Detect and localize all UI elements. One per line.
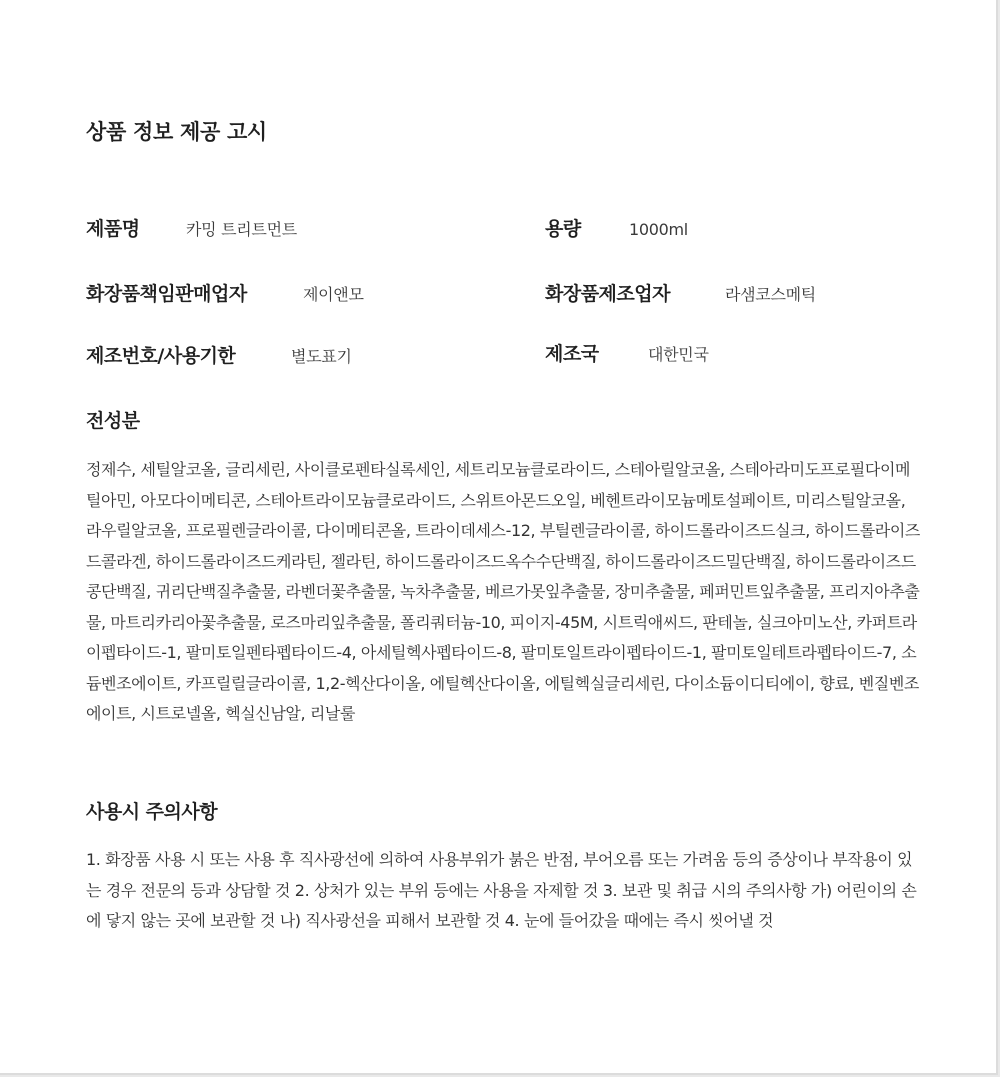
spec-label: 제조국 — [545, 343, 599, 365]
spec-value: 별도표기 — [291, 347, 352, 366]
spec-seller — [86, 279, 364, 306]
spec-value: 라샘코스메틱 — [725, 285, 816, 304]
spec-lot-expiry — [86, 341, 352, 368]
spec-label: 제조번호/사용기한 — [86, 345, 236, 367]
spec-product-name — [86, 214, 297, 241]
spec-label: 화장품책임판매업자 — [86, 283, 247, 305]
spec-label: 제품명 — [86, 218, 140, 240]
spec-value: 대한민국 — [648, 345, 709, 364]
spec-origin — [545, 339, 709, 366]
page-title: 상품 정보 제공 고시 — [86, 120, 267, 144]
cautions-text: 1. 화장품 사용 시 또는 사용 후 직사광선에 의하여 사용부위가 붉은 반점, 부어오름 또는 가려움 등의 증상이나 부작용이 있는 경우 전문의 등과 상담할 것 2. 상처가 있는 부위 등에는 사용을 자제할 것 3. 보관 및 취급 시의 주의사항 가) 어린이의 손에 닿지 않는 곳에 보관할 것 나) 직사광선을 피해서 보관할 것 4. 눈에 들어갔을 때에는 즉시 씻어낼 것 — [86, 850, 917, 930]
ingredients-text: 정제수, 세틸알코올, 글리세린, 사이클로펜타실록세인, 세트리모늄클로라이드, 스테아릴알코올, 스테아라미도프로필다이메틸아민, 아모다이메티콘, 스테아트라이모늄클로라이드, 스위트아몬드오일, 베헨트라이모늄메토설페이트, 미리스틸알코올, 라우릴알코올, 프로필렌글라이콜, 다이메티콘올, 트라이데세스-12, 부틸렌글라이콜, 하이드롤라이즈드실크, 하이드롤라이즈드콜라겐, 하이드롤라이즈드케라틴, 젤라틴, 하이드롤라이즈드옥수수단백질, 하이드롤라이즈드밀단백질, 하이드롤라이즈드콩단백질, 귀리단백질추출물, 라벤더꽃추출물, 녹차추출물, 베르가못잎추출물, 장미추출물, 페퍼민트잎추출물, 프리지아추출물, 마트리카리아꽃추출물, 로즈마리잎추출물, 폴리쿼터늄-10, 피이지-45M, 시트릭애씨드, 판테놀, 실크아미노산, 카퍼트라이펩타이드-1, 팔미토일펜타펩타이드-4, 아세틸헥사펩타이드-8, 팔미토일트라이펩타이드-1, 팔미토일테트라펩타이드-7, 소듐벤조에이트, 카프릴릴글라이콜, 1,2-헥산다이올, 에틸헥산다이올, 에틸헥실글리세린, 다이소듐이디티에이, 향료, 벤질벤조에이트, 시트로넬올, 헥실신남알, 리날룰 — [86, 460, 920, 723]
cautions-title: 사용시 주의사항 — [86, 801, 218, 823]
ingredients-title: 전성분 — [86, 410, 140, 432]
spec-value: 제이앤모 — [303, 285, 364, 304]
spec-value: 카밍 트리트먼트 — [186, 220, 297, 239]
spec-value: 1000ml — [629, 220, 688, 239]
spec-label: 용량 — [545, 218, 581, 240]
spec-volume — [545, 214, 688, 241]
spec-manufacturer — [545, 279, 816, 306]
spec-label: 화장품제조업자 — [545, 283, 670, 305]
